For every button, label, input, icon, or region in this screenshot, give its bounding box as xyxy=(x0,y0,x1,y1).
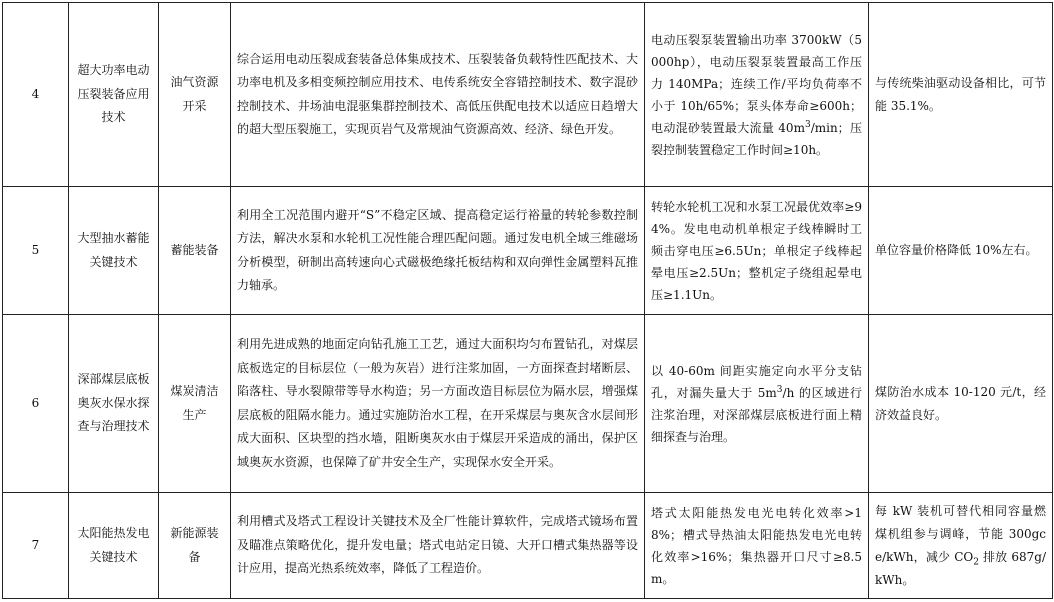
technology-table xyxy=(2,2,1053,599)
row-number: 6 xyxy=(3,315,69,493)
indicator-text: 以 40-60m 间距实施定向水平分支钻孔，对漏失量大于 5m xyxy=(651,363,862,400)
technology-name: 太阳能热发电关键技术 xyxy=(69,493,159,599)
table-row xyxy=(3,493,1053,599)
technology-name: 深部煤层底板奥灰水保水探查与治理技术 xyxy=(69,315,159,493)
benefit-text: 排放 687g/kWh。 xyxy=(875,549,1046,587)
indicator-text: /h 的区域进行注浆治理，对深部煤层底板进行面上精细探查与治理。 xyxy=(651,385,862,444)
benefit-description: 单位容量价格降低 10%左右。 xyxy=(869,187,1053,315)
key-indicators: 转轮水轮机工况和水泵工况最优效率≥94%。发电电动机单根定子线棒瞬时工频击穿电压≥6.5Un；单根定子线棒起晕电压≥2.5Un；整机定子绕组起晕电压≥1.1Un。 xyxy=(645,187,869,315)
row-number: 4 xyxy=(3,3,69,187)
superscript: 3 xyxy=(776,384,783,395)
technology-description: 综合运用电动压裂成套装备总体集成技术、压裂装备负载特性匹配技术、大功率电机及多相变频控制应用技术、电传系统安全容错控制技术、数字混砂控制技术、井场油电混驱集群控制技术、高低压供配电技术以适应日趋增大的超大型压裂施工，实现页岩气及常规油气资源高效、经济、绿色开发。 xyxy=(231,3,645,187)
table-row xyxy=(3,3,1053,187)
key-indicators: 塔式太阳能热发电光电转化效率>18%；槽式导热油太阳能热发电光电转化效率>16%；集热器开口尺寸≥8.5m。 xyxy=(645,493,869,599)
application-field: 蓄能装备 xyxy=(159,187,231,315)
table-row xyxy=(3,315,1053,493)
key-indicators xyxy=(645,315,869,493)
key-indicators xyxy=(645,3,869,187)
technology-description: 利用全工况范围内避开“S”不稳定区域、提高稳定运行裕量的转轮参数控制方法，解决水泵和水轮机工况性能合理匹配问题。通过发电机全域三维磁场分析模型，研制出高转速向心式磁极绝缘托板结构和双向弹性金属塑料瓦推力轴承。 xyxy=(231,187,645,315)
benefit-text: 每 kW 装机可替代相同容量燃煤机组参与调峰，节能 300gce/kWh，减少 CO xyxy=(875,503,1046,564)
benefit-description xyxy=(869,493,1053,599)
application-field: 煤炭清洁生产 xyxy=(159,315,231,493)
table-row xyxy=(3,187,1053,315)
benefit-description: 煤防治水成本 10-120 元/t，经济效益良好。 xyxy=(869,315,1053,493)
technology-description: 利用槽式及塔式工程设计关键技术及全厂性能计算软件，完成塔式镜场布置及瞄准点策略优化，提升发电量；塔式电站定日镜、大开口槽式集热器等设计应用，提高光热系统效率，降低了工程造价。 xyxy=(231,493,645,599)
row-number: 5 xyxy=(3,187,69,315)
application-field: 新能源装备 xyxy=(159,493,231,599)
subscript: 2 xyxy=(973,556,979,567)
indicator-text: 电动压裂泵装置输出功率 3700kW（5000hp），电动压裂泵装置最高工作压力 140MPa；连续工作/平均负荷率不小于 10h/65%；泵头体寿命≥600h；电动混砂装置最大流量 40m xyxy=(651,32,862,135)
row-number: 7 xyxy=(3,493,69,599)
technology-description: 利用先进成熟的地面定向钻孔施工工艺，通过大面积均匀布置钻孔，对煤层底板选定的目标层位（一般为灰岩）进行注浆加固，一方面探查封堵断层、陷落柱、导水裂隙带等导水构造；另一方面改造目标层位为隔水层，增强煤层底板的阻隔水能力。通过实施防治水工程，在开采煤层与奥灰含水层间形成大面积、区块型的挡水墙，阻断奥灰水由于煤层开采造成的涌出，保护区域奥灰水资源，也保障了矿井安全生产，实现保水安全开采。 xyxy=(231,315,645,493)
indicator-text: /min；压裂控制装置稳定工作时间≥10h。 xyxy=(651,120,862,157)
technology-name: 超大功率电动压裂装备应用技术 xyxy=(69,3,159,187)
technology-name: 大型抽水蓄能关键技术 xyxy=(69,187,159,315)
application-field: 油气资源开采 xyxy=(159,3,231,187)
benefit-description: 与传统柴油驱动设备相比，可节能 35.1%。 xyxy=(869,3,1053,187)
superscript: 3 xyxy=(804,119,811,130)
